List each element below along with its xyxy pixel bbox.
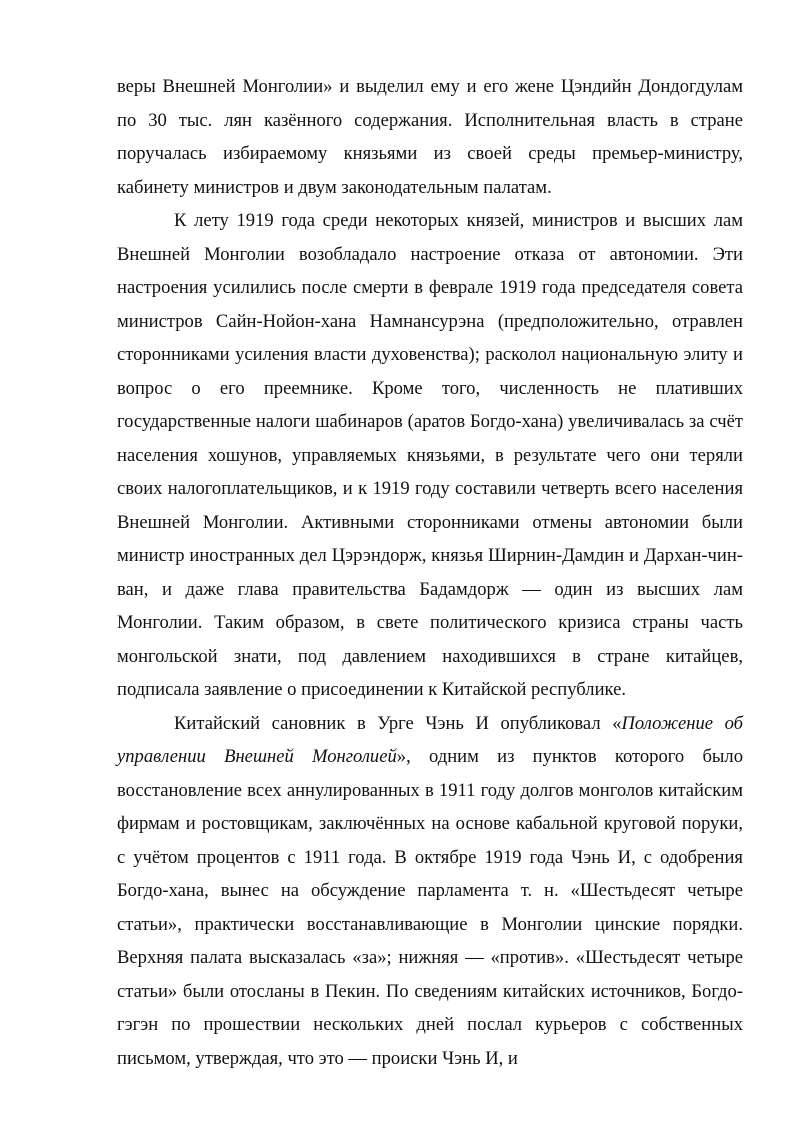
paragraph-1-text: веры Внешней Монголии» и выделил ему и его жене Цэндийн Дондогдулам по 30 тыс. лян казённого содержания. Исполнительная власть в стране поручалась избираемому князьями из своей среды премьер-министру, кабинету министров и двум законодательным палатам. <box>117 76 743 198</box>
paragraph-3-text-start: Китайский сановник в Урге Чэнь И опубликовал « <box>174 712 622 734</box>
italic-title: Положение об управлении Внешней Монголией <box>117 712 743 767</box>
paragraph-1 <box>117 70 743 204</box>
paragraph-3 <box>117 707 743 1076</box>
paragraph-3-text-rest: », одним из пунктов которого было восстановление всех аннулированных в 1911 году долгов монголов китайским фирмам и ростовщикам, заключённых на основе кабальной круговой поруки, с учётом процентов с 1911 года. В октябре 1919 года Чэнь И, с одобрения Богдо-хана, вынес на обсуждение парламента т. н. «Шестьдесят четыре статьи», практически восстанавливающие в Монголии цинские порядки. Верхняя палата высказалась «за»; нижняя — «против». «Шестьдесят четыре статьи» были отосланы в Пекин. По сведениям китайских источников, Богдо-гэгэн по прошествии нескольких дней послал курьеров с собственных письмом, утверждая, что это — происки Чэнь И, и <box>117 746 744 1069</box>
paragraph-2-text: К лету 1919 года среди некоторых князей, министров и высших лам Внешней Монголии возобладало настроение отказа от автономии. Эти настроения усилились после смерти в феврале 1919 года председателя совета министров Сайн-Нойон-хана Намнансурэна (предположительно, отравлен сторонниками усиления власти духовенства); расколол национальную элиту и вопрос о его преемнике. Кроме того, численность не плативших государственные налоги шабинаров (аратов Богдо-хана) увеличивалась за счёт населения хошунов, управляемых князьями, в результате чего они теряли своих налогоплательщиков, и к 1919 году составили четверть всего населения Внешней Монголии. Активными сторонниками отмены автономии были министр иностранных дел Цэрэндорж, князья Ширнин-Дамдин и Дархан-чин-ван, и даже глава правительства Бадамдорж — один из высших лам Монголии. Таким образом, в свете политического кризиса страны часть монгольской знати, под давлением находившихся в стране китайцев, подписала заявление о присоединении к Китайской республике. <box>117 210 743 700</box>
body-text <box>117 70 743 1075</box>
paragraph-2 <box>117 204 743 707</box>
